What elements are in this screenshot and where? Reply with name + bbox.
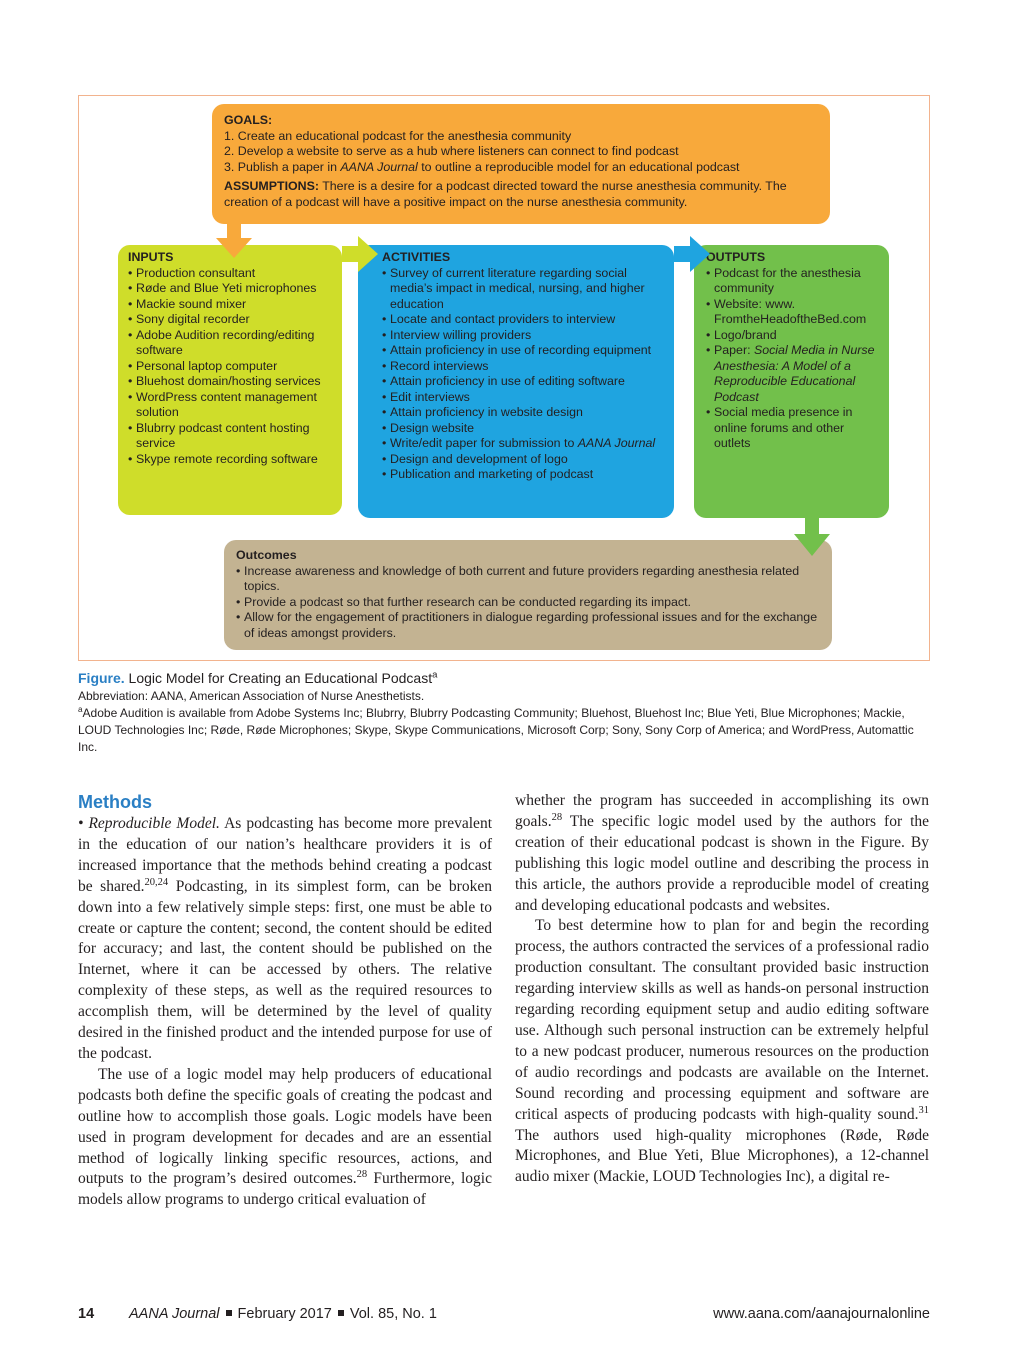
activity-item: • Survey of current literature regarding social media’s impact in medical, nursing, and higher education	[382, 266, 660, 313]
activity-item: • Publication and marketing of podcast	[382, 467, 660, 483]
assumptions-label: ASSUMPTIONS:	[224, 179, 319, 193]
activity-item: • Interview willing providers	[382, 328, 660, 344]
activity-item: • Design and development of logo	[382, 452, 660, 468]
figure-note: $^a$Adobe Audition is available from Adobe Systems Inc; Blubrry, Blubrry Podcasting Community; Bluehost, Bluehost Inc; Blue Yeti, Blue Microphones; Mackie, LOUD Technologies Inc; Røde, Røde Microphones; Skype, Skype Communications, Microsoft Corp; Sony, Sony Corp of America; and WordPress, Automattic Inc.	[78, 705, 914, 754]
input-item: • Blubrry podcast content hosting service	[128, 421, 332, 452]
input-item: • Personal laptop computer	[128, 359, 332, 375]
activities-box	[358, 245, 674, 518]
figure-abbreviation: Abbreviation: AANA, American Association of Nurse Anesthetists.	[78, 689, 425, 703]
page-number: 14	[78, 1306, 95, 1322]
output-item: • Logo/brand	[706, 328, 879, 344]
outcomes-box	[224, 540, 832, 650]
separator-square-icon	[338, 1310, 344, 1316]
paragraph: • Reproducible Model. As podcasting has become more prevalent in the education of our nation’s healthcare providers it is of increased importance that the methods behind creating a podcast be shared.$^{20,24}$ Podcasting, in its simplest form, can be broken down into a few relatively simple steps: first, one must be able to create or capture the content; second, the content should be edited for accuracy; and last, the content should be published on the Internet, where it can be accessed by others. The relative complexity of these steps, as well as the required resources to accomplish them, will be determined by the level of quality desired in the finished product and the intended purpose for use of the podcast.	[78, 815, 492, 1062]
outcome-item: • Provide a podcast so that further research can be conducted regarding its impact.	[236, 595, 820, 611]
activity-item: • Write/edit paper for submission to AANA Journal	[382, 436, 660, 452]
output-item: • Website: www. FromtheHeadoftheBed.com	[706, 297, 879, 328]
figure-caption	[78, 668, 930, 756]
paragraph: The use of a logic model may help producers of educational podcasts both define the specific goals of creating the podcast and outline how to accomplish those goals. Logic models have been used in program development for decades and are an essential method of logically linking specific resources, actions, and outputs to the program’s desired outcomes.$^{28}$ Furthermore, logic models allow programs to undergo critical evaluation of	[78, 1065, 492, 1209]
arrow-right-activities-to-outputs-icon	[674, 236, 712, 272]
citation: 28	[551, 811, 563, 823]
arrow-down-goals-to-inputs-icon	[214, 222, 254, 262]
input-item: • Skype remote recording software	[128, 452, 332, 468]
activity-item: • Edit interviews	[382, 390, 660, 406]
left-column	[78, 791, 492, 1211]
section-heading: Methods	[78, 792, 152, 812]
inputs-box	[118, 245, 342, 515]
input-item: • Bluehost domain/hosting services	[128, 374, 332, 390]
citation: 28	[356, 1169, 368, 1181]
output-item: • Paper: Social Media in Nurse Anesthesia: A Model of a Reproducible Educational Podcast	[706, 343, 879, 405]
outcomes-heading: Outcomes	[236, 548, 297, 562]
goals-heading: GOALS:	[224, 113, 273, 127]
activity-item: • Attain proficiency in use of editing software	[382, 374, 660, 390]
goal-item: 3. Publish a paper in AANA Journal to outline a reproducible model for an educational podcast	[224, 159, 740, 174]
goals-box	[212, 104, 830, 224]
paragraph: whether the program has succeeded in accomplishing its own goals.$^{28}$ The specific logic model used by the authors for the creation of their educational podcast is shown in the Figure. By publishing this logic model outline and describing the process in this article, the authors provide a reproducible model of creating and developing educational podcasts and websites.	[515, 792, 929, 914]
goal-item: 1. Create an educational podcast for the anesthesia community	[224, 128, 572, 143]
inputs-list	[128, 266, 332, 468]
journal-url: www.aana.com/aanajournalonline	[713, 1306, 930, 1322]
arrow-right-inputs-to-activities-icon	[342, 236, 380, 272]
assumptions-text: ASSUMPTIONS: There is a desire for a podcast directed toward the nurse anesthesia community. The creation of a podcast will have a positive impact on the nurse anesthesia community.	[224, 179, 787, 209]
issue-date: February 2017	[237, 1306, 332, 1322]
inputs-heading: INPUTS	[128, 250, 174, 264]
citation: 31	[918, 1104, 929, 1116]
activity-item: • Record interviews	[382, 359, 660, 375]
journal-name: AANA Journal	[129, 1306, 220, 1322]
activities-list	[382, 266, 660, 483]
output-item: • Podcast for the anesthesia community	[706, 266, 879, 297]
activity-item: • Design website	[382, 421, 660, 437]
separator-square-icon	[226, 1310, 232, 1316]
input-item: • Mackie sound mixer	[128, 297, 332, 313]
page-footer	[78, 1306, 930, 1326]
outputs-box	[694, 245, 889, 518]
activities-heading: ACTIVITIES	[382, 250, 451, 264]
citation: 20,24	[144, 876, 169, 888]
run-in-heading: • Reproducible Model.	[78, 815, 220, 832]
input-item: • WordPress content management solution	[128, 390, 332, 421]
outcome-item: • Increase awareness and knowledge of both current and future providers regarding anesthesia related topics.	[236, 564, 820, 595]
activity-item: • Locate and contact providers to interview	[382, 312, 660, 328]
outcome-item: • Allow for the engagement of practitioners in dialogue regarding professional issues and for the exchange of ideas amongst providers.	[236, 610, 820, 641]
figure-title: Figure. Logic Model for Creating an Educational Podcast$^a$	[78, 669, 438, 686]
outputs-heading: OUTPUTS	[706, 250, 766, 264]
outputs-list	[706, 266, 879, 452]
goal-item: 2. Develop a website to serve as a hub where listeners can connect to find podcast	[224, 144, 679, 158]
journal-info	[129, 1306, 437, 1322]
input-item: • Production consultant	[128, 266, 332, 282]
volume: Vol. 85, No. 1	[349, 1306, 437, 1322]
activity-item: • Attain proficiency in use of recording equipment	[382, 343, 660, 359]
input-item: • Røde and Blue Yeti microphones	[128, 281, 332, 297]
arrow-down-outputs-to-outcomes-icon	[792, 516, 832, 558]
input-item: • Sony digital recorder	[128, 312, 332, 328]
activity-item: • Attain proficiency in website design	[382, 405, 660, 421]
outcomes-list	[236, 564, 820, 642]
input-item: • Adobe Audition recording/editing software	[128, 328, 332, 359]
paragraph: To best determine how to plan for and begin the recording process, the authors contracted the services of a professional radio production consultant. The consultant provided basic instruction regarding interview skills as well as hands-on personal instruction regarding recording equipment setup and audio editing software use. Although such personal instruction can be extremely helpful to a new podcast producer, numerous resources on the production of audio recordings and podcasts are available on the Internet. Sound recording and processing equipment and software are critical aspects of producing podcasts with high-quality sound.$^{31}$ The authors used high-quality microphones (Røde, Røde Microphones, and Blue Yeti, Blue Microphones), a 12-channel audio mixer (Mackie, LOUD Technologies Inc), a digital re-	[515, 917, 929, 1186]
output-item: • Social media presence in online forums and other outlets	[706, 405, 879, 452]
right-column	[515, 791, 929, 1188]
